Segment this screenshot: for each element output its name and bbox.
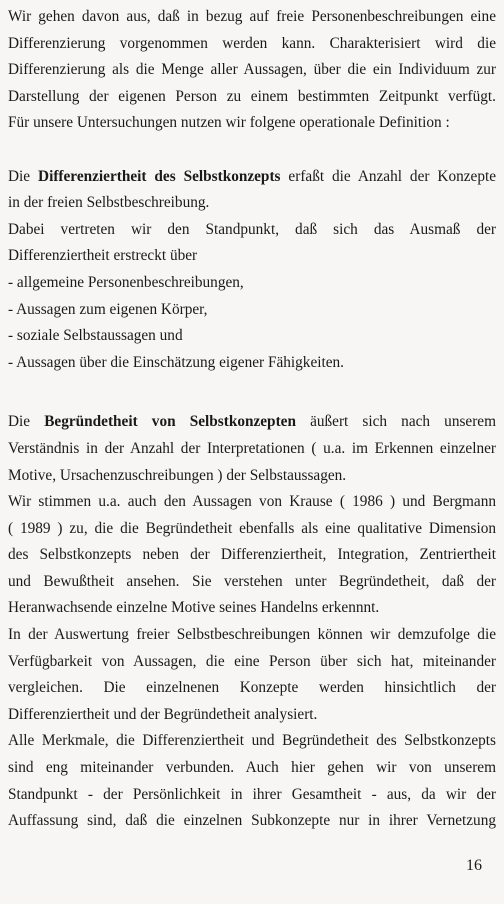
text-line: ( 1989 ) zu, die die Begründetheit ebenfalls als eine qualitative Dimension [8,519,496,537]
text-line: vergleichen. Die einzelnenen Konzepte werden hinsichtlich der [8,679,496,697]
text-line: Differenziertheit erstreckt über [8,247,198,265]
paragraph-gap [8,376,496,409]
page-number: 16 [466,857,482,874]
text-line: in der freien Selbstbeschreibung. [8,194,210,212]
text-line: Standpunkt - der Persönlichkeit in ihrer Gesamtheit - aus, da wir der [8,785,496,803]
text-line: Verfügbarkeit von Aussagen, die eine Person über sich hat, miteinander [8,652,496,670]
term-begruendetheit: Begründetheit von Selbstkonzepten [44,413,296,431]
text-line: Motive, Ursachenzuschreibungen ) der Selbstaussagen. [8,466,347,484]
paragraph-gap [8,137,496,164]
text-line [8,409,496,436]
text-line: Wir stimmen u.a. auch den Aussagen von Krause ( 1986 ) und Bergmann [8,493,496,511]
list-item: - soziale Selbstaussagen und [8,327,183,345]
text-line: des Selbstkonzepts neben der Differenziertheit, Integration, Zentriertheit [8,546,496,564]
list-item: - allgemeine Personenbeschreibungen, [8,273,244,291]
list-item: - Aussagen zum eigenen Körper, [8,300,208,318]
text-run: erfaßt die Anzahl der Konzepte [280,167,496,185]
term-differenziertheit: Differenziertheit des Selbstkonzepts [38,167,281,185]
text-line: Differenziertheit und der Begründetheit analysiert. [8,705,318,723]
text-run: Die [8,167,39,185]
text-line: Differenzierung als die Menge aller Aussagen, über die ein Individuum zur [8,61,496,79]
text-line: und Bewußtheit ansehen. Sie verstehen unter Begründetheit, daß der [8,572,496,590]
text-run: Die [8,413,45,431]
text-line: sind eng miteinander verbunden. Auch hier gehen wir von unserem [8,759,496,777]
text-line [8,164,496,191]
text-line: Verständnis in der Anzahl der Interpretationen ( u.a. im Erkennen einzelner [8,439,496,457]
paragraph-differenziertheit [8,164,496,377]
text-line: Wir gehen davon aus, daß in bezug auf freie Personenbeschreibungen eine [8,8,496,25]
text-run: äußert sich nach unserem [295,413,496,431]
paragraph-differenzierung [8,4,496,137]
text-line: Heranwachsende einzelne Motive seines Handelns erkennnt. [8,599,380,617]
text-line: Auffassung sind, daß die einzelnen Subkonzepte nur in ihrer Vernetzung [8,812,496,830]
text-line: Dabei vertreten wir den Standpunkt, daß sich das Ausmaß der [8,220,496,238]
text-line: Darstellung der eigenen Person zu einem bestimmten Zeitpunkt verfügt. [8,87,496,105]
list-item: - Aussagen über die Einschätzung eigener Fähigkeiten. [8,353,345,371]
text-line: In der Auswertung freier Selbstbeschreibungen können wir demzufolge die [8,626,496,644]
paragraph-begruendetheit [8,409,496,835]
text-line: Alle Merkmale, die Differenziertheit und Begründetheit des Selbstkonzepts [8,732,496,750]
text-line: Differenzierung vorgenommen werden kann. Charakterisiert wird die [8,34,496,52]
text-line: Für unsere Untersuchungen nutzen wir folgene operationale Definition : [8,114,450,132]
